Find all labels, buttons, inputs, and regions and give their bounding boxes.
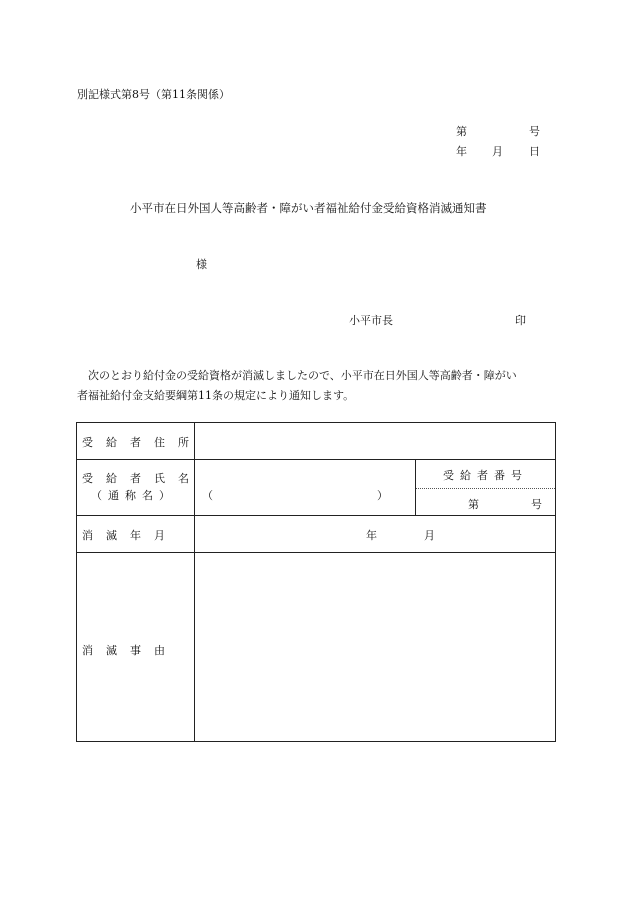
table-row-divider bbox=[77, 552, 555, 553]
alias-paren-close: ） bbox=[377, 489, 388, 502]
address-field[interactable] bbox=[199, 431, 549, 453]
date-day-label: 日 bbox=[529, 145, 540, 158]
table-row-divider bbox=[77, 515, 555, 516]
recipient-info-table bbox=[76, 422, 556, 742]
recipient-number-divider bbox=[416, 488, 555, 489]
body-paragraph bbox=[77, 366, 557, 406]
extinction-reason-label: 消滅事由 bbox=[82, 644, 178, 657]
address-label: 受給者住所 bbox=[82, 436, 202, 449]
recipient-number-suffix: 号 bbox=[531, 498, 542, 511]
extinction-month-label: 月 bbox=[424, 529, 435, 542]
body-line-1: 次のとおり給付金の受給資格が消滅しましたので、小平市在日外国人等高齢者・障がい bbox=[88, 369, 517, 382]
form-label: 別記様式第8号（第11条関係） bbox=[77, 88, 230, 101]
document-number-prefix: 第 bbox=[456, 125, 467, 138]
issuer-name: 小平市長 bbox=[349, 314, 393, 327]
extinction-year-label: 年 bbox=[366, 529, 377, 542]
document-title: 小平市在日外国人等高齢者・障がい者福祉給付金受給資格消滅通知書 bbox=[130, 201, 487, 215]
alias-paren-open: （ bbox=[202, 489, 213, 502]
addressee-suffix: 様 bbox=[196, 258, 207, 271]
body-line-2: 者福祉給付金支給要綱第11条の規定により通知します。 bbox=[77, 389, 355, 402]
recipient-number-label: 受給者番号 bbox=[443, 469, 528, 482]
name-field[interactable] bbox=[199, 463, 409, 483]
date-month-label: 月 bbox=[492, 145, 503, 158]
extinction-reason-field[interactable] bbox=[199, 559, 549, 735]
document-number-suffix: 号 bbox=[529, 125, 540, 138]
date-year-label: 年 bbox=[456, 145, 467, 158]
alias-label: （通称名） bbox=[91, 489, 176, 502]
recipient-number-prefix: 第 bbox=[468, 498, 479, 511]
name-label: 受給者氏名 bbox=[82, 472, 202, 485]
table-row-divider bbox=[77, 459, 555, 460]
extinction-date-label: 消滅年月 bbox=[82, 529, 178, 542]
table-column-divider bbox=[415, 459, 416, 515]
seal-mark: 印 bbox=[515, 314, 526, 327]
